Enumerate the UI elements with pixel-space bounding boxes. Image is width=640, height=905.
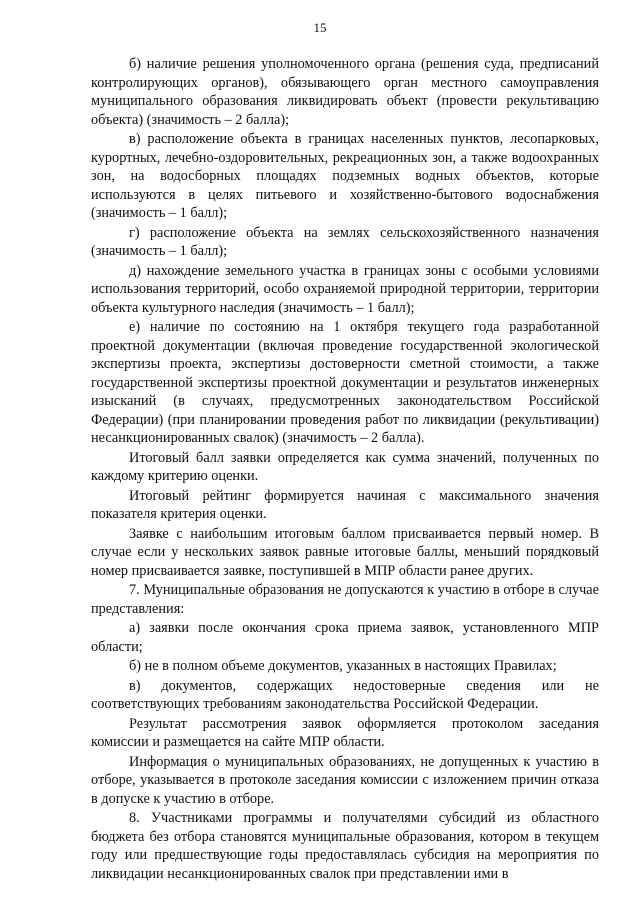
paragraph: г) расположение объекта на землях сельскохозяйственного назначения (значимость – 1 балл); <box>91 224 599 259</box>
document-body <box>91 54 599 883</box>
paragraph: в) документов, содержащих недостоверные сведения или не соответствующих требованиям законодательства Российской Федерации. <box>91 677 599 712</box>
paragraph: б) не в полном объеме документов, указанных в настоящих Правилах; <box>129 658 557 674</box>
paragraph: Итоговый балл заявки определяется как сумма значений, полученных по каждому критерию оценки. <box>91 449 599 484</box>
paragraph: Итоговый рейтинг формируется начиная с максимального значения показателя критерия оценки. <box>91 487 599 522</box>
paragraph: д) нахождение земельного участка в границах зоны с особыми условиями использования территорий, особо охраняемой природной территории, территории объекта культурного наследия (значимость – 1 балл); <box>91 262 599 316</box>
paragraph: а) заявки после окончания срока приема заявок, установленного МПР области; <box>91 620 599 655</box>
paragraph: е) наличие по состоянию на 1 октября текущего года разработанной проектной документации (включая проведение государственной экологической экспертизы проекта, экспертизы достоверности сметной стоимости, а также государственной экспертизы проектной документации и результатов инженерных изысканий (в случаях, предусмотренных законодательством Российской Федерации) (при планировании проведения работ по ликвидации (рекультивации) несанкционированных свалок) (значимость – 2 балла). <box>91 319 599 446</box>
paragraph: 8. Участниками программы и получателями субсидий из областного бюджета без отбора становятся муниципальные образования, котором в текущем году или предшествующие годы предоставлялась субсидия на мероприятия по ликвидации несанкционированных свалок при представлении ими в <box>91 810 599 882</box>
page-number: 15 <box>313 20 327 35</box>
paragraph: Информация о муниципальных образованиях, не допущенных к участию в отборе, указывается в протоколе заседания комиссии с изложением причин отказа в допуске к участию в отборе. <box>91 753 599 807</box>
paragraph: Результат рассмотрения заявок оформляется протоколом заседания комиссии и размещается на сайте МПР области. <box>91 715 599 750</box>
paragraph: 7. Муниципальные образования не допускаются к участию в отборе в случае представления: <box>91 582 599 617</box>
paragraph: б) наличие решения уполномоченного органа (решения суда, предписаний контролирующих органов), обязывающего орган местного самоуправления муниципального образования ликвидировать объект (провести рекультивацию объекта) (значимость – 2 балла); <box>91 56 599 128</box>
paragraph: в) расположение объекта в границах населенных пунктов, лесопарковых, курортных, лечебно-оздоровительных, рекреационных зон, а также водоохранных зон, на водосборных площадях подземных водных объектов, которые используются в целях питьевого и хозяйственно-бытового водоснабжения (значимость – 1 балл); <box>91 131 599 221</box>
paragraph: Заявке с наибольшим итоговым баллом присваивается первый номер. В случае если у нескольких заявок равные итоговые баллы, меньший порядковый номер присваивается заявке, поступившей в МПР области ранее других. <box>91 525 599 579</box>
